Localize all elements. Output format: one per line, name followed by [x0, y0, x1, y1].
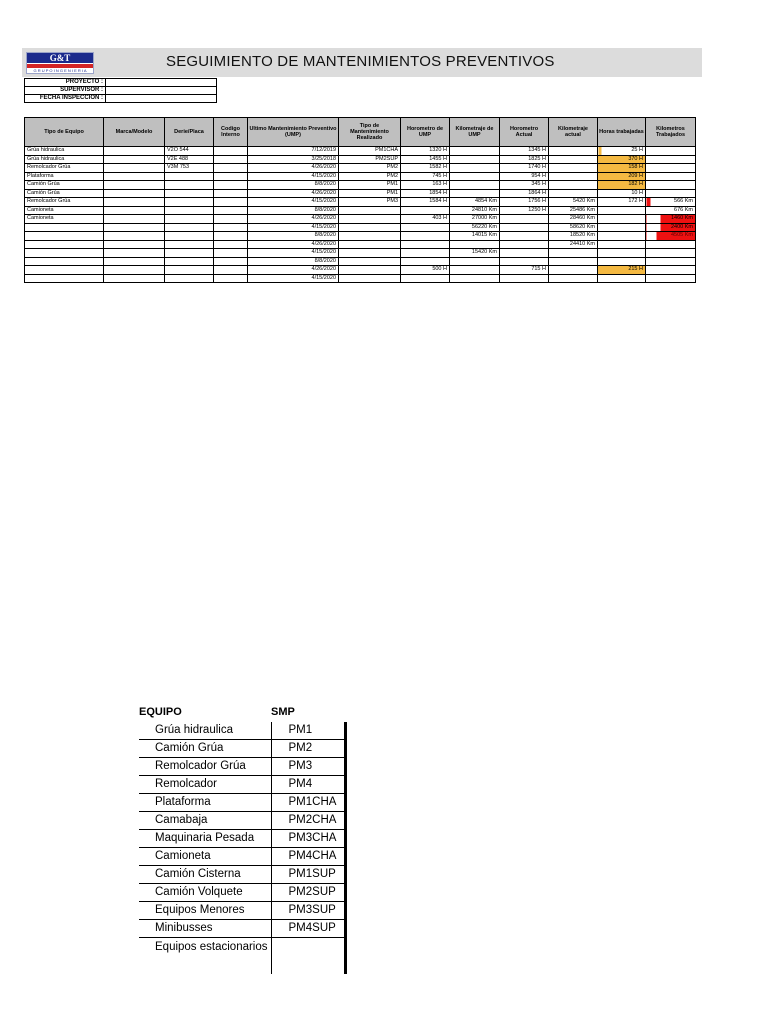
table-row — [25, 206, 696, 215]
info-value[interactable] — [106, 79, 217, 87]
table-cell[interactable]: 8/8/2020 — [248, 232, 339, 241]
table-cell[interactable] — [450, 155, 500, 164]
table-cell[interactable]: 1825 H — [500, 155, 549, 164]
table-cell[interactable]: 4/26/2020 — [248, 240, 339, 249]
table-cell[interactable]: 676 Km — [646, 206, 696, 215]
table-cell[interactable] — [104, 147, 165, 156]
table-cell[interactable] — [646, 266, 696, 275]
table-cell[interactable] — [339, 266, 401, 275]
equipment-row — [139, 812, 345, 830]
table-cell[interactable]: PM2 — [339, 164, 401, 173]
table-cell[interactable]: 4/15/2020 — [248, 198, 339, 207]
table-cell[interactable] — [25, 257, 104, 266]
table-cell[interactable] — [165, 274, 214, 283]
table-cell[interactable]: Camioneta — [25, 206, 104, 215]
document-title: SEGUIMIENTO DE MANTENIMIENTOS PREVENTIVOS — [166, 53, 555, 70]
table-row — [25, 189, 696, 198]
equipment-smp: PM2 — [271, 740, 345, 758]
table-cell[interactable]: PM3 — [339, 198, 401, 207]
table-cell[interactable] — [214, 257, 248, 266]
table-row — [25, 215, 696, 224]
table-cell[interactable]: Remolcador Grúa — [25, 198, 104, 207]
table-cell[interactable] — [549, 189, 598, 198]
table-cell[interactable] — [598, 249, 646, 258]
equipment-row — [139, 740, 345, 758]
equipment-smp: PM3CHA — [271, 830, 345, 848]
table-cell[interactable] — [500, 232, 549, 241]
table-cell[interactable] — [25, 223, 104, 232]
table-cell[interactable]: 370 H — [598, 155, 646, 164]
table-cell[interactable]: PM2SUP — [339, 155, 401, 164]
table-cell[interactable] — [104, 266, 165, 275]
table-cell[interactable] — [339, 232, 401, 241]
equipment-smp: PM3SUP — [271, 902, 345, 920]
table-cell[interactable] — [646, 257, 696, 266]
table-cell[interactable] — [598, 274, 646, 283]
table-cell[interactable]: 1582 H — [401, 164, 450, 173]
table-cell[interactable] — [549, 249, 598, 258]
table-cell[interactable]: V3M 753 — [165, 164, 214, 173]
equipment-name: Camión Volquete — [139, 884, 271, 902]
table-cell[interactable] — [214, 249, 248, 258]
equipment-name: Minibusses — [139, 920, 271, 938]
table-cell[interactable] — [500, 274, 549, 283]
table-cell[interactable]: 58620 Km — [549, 223, 598, 232]
table-cell[interactable] — [214, 155, 248, 164]
table-cell[interactable] — [450, 240, 500, 249]
table-row — [25, 274, 696, 283]
table-cell[interactable]: 14015 Km — [450, 232, 500, 241]
table-cell[interactable] — [401, 249, 450, 258]
equipment-row — [139, 920, 345, 938]
table-row — [25, 172, 696, 181]
equipment-name: Grúa hidraulica — [139, 722, 271, 740]
info-label: PROYECTO : — [25, 79, 106, 87]
table-cell[interactable] — [104, 198, 165, 207]
table-cell[interactable]: Camión Grúa — [25, 189, 104, 198]
table-row — [25, 257, 696, 266]
maintenance-table — [24, 117, 696, 283]
table-cell[interactable] — [165, 198, 214, 207]
table-cell[interactable]: Grúa hidraulica — [25, 155, 104, 164]
column-header: Tipo de Mantenimiento Realizado — [339, 118, 401, 147]
column-header: Horas trabajadas — [598, 118, 646, 147]
info-value[interactable] — [106, 87, 217, 95]
table-cell[interactable] — [104, 274, 165, 283]
table-cell[interactable] — [549, 266, 598, 275]
table-cell[interactable]: 3/25/2018 — [248, 155, 339, 164]
table-cell[interactable] — [25, 240, 104, 249]
table-cell[interactable] — [339, 257, 401, 266]
table-cell[interactable] — [165, 181, 214, 190]
column-header: Kilometraje de UMP — [450, 118, 500, 147]
table-cell[interactable] — [165, 215, 214, 224]
equipment-name: Remolcador Grúa — [139, 758, 271, 776]
table-cell[interactable] — [339, 206, 401, 215]
table-cell[interactable] — [598, 215, 646, 224]
info-value[interactable] — [106, 95, 217, 103]
info-table — [24, 78, 217, 103]
table-cell[interactable] — [339, 274, 401, 283]
table-cell[interactable]: 182 H — [598, 181, 646, 190]
table-header-row — [25, 118, 696, 147]
table-cell[interactable] — [450, 274, 500, 283]
table-cell[interactable] — [214, 198, 248, 207]
equipment-smp: PM2SUP — [271, 884, 345, 902]
table-cell[interactable]: 4/26/2020 — [248, 164, 339, 173]
table-cell[interactable] — [450, 189, 500, 198]
equipment-smp: PM1CHA — [271, 794, 345, 812]
equipment-name: Camabaja — [139, 812, 271, 830]
column-header: Kilometros Trabajados — [646, 118, 696, 147]
table-cell[interactable] — [646, 164, 696, 173]
logo-text: G&T — [27, 53, 93, 63]
table-cell[interactable]: PM2 — [339, 172, 401, 181]
table-cell[interactable]: Camioneta — [25, 215, 104, 224]
table-cell[interactable] — [339, 215, 401, 224]
table-cell[interactable]: 8/8/2020 — [248, 181, 339, 190]
table-cell[interactable] — [646, 147, 696, 156]
table-cell[interactable] — [104, 181, 165, 190]
table-cell[interactable] — [549, 172, 598, 181]
table-cell[interactable]: 56220 Km — [450, 223, 500, 232]
table-cell[interactable]: 1250 H — [500, 206, 549, 215]
table-cell[interactable] — [549, 181, 598, 190]
table-cell[interactable] — [450, 257, 500, 266]
info-label: FECHA INSPECCION : — [25, 95, 106, 103]
table-row — [25, 232, 696, 241]
table-row — [25, 155, 696, 164]
table-cell[interactable]: 4/15/2020 — [248, 172, 339, 181]
table-cell[interactable] — [104, 257, 165, 266]
table-cell[interactable] — [549, 147, 598, 156]
equipment-name: Plataforma — [139, 794, 271, 812]
equipment-smp: PM1SUP — [271, 866, 345, 884]
column-header: Horometro de UMP — [401, 118, 450, 147]
table-cell[interactable] — [165, 240, 214, 249]
table-cell[interactable]: 4/15/2020 — [248, 223, 339, 232]
equipment-row — [139, 794, 345, 812]
equipment-smp: PM4 — [271, 776, 345, 794]
table-cell[interactable] — [646, 189, 696, 198]
table-cell[interactable]: PM1 — [339, 181, 401, 190]
table-cell[interactable]: 158 H — [598, 164, 646, 173]
table-cell[interactable]: 27000 Km — [450, 215, 500, 224]
equipment-smp: PM1 — [271, 722, 345, 740]
table-cell[interactable] — [646, 249, 696, 258]
table-cell[interactable]: 4/26/2020 — [248, 266, 339, 275]
table-cell[interactable]: Remolcador Grúa — [25, 164, 104, 173]
table-row — [25, 164, 696, 173]
equipment-name: Maquinaria Pesada — [139, 830, 271, 848]
table-cell[interactable]: 566 Km — [646, 198, 696, 207]
table-cell[interactable] — [214, 215, 248, 224]
table-cell[interactable] — [401, 206, 450, 215]
equipment-smp: PM2CHA — [271, 812, 345, 830]
table-cell[interactable] — [598, 232, 646, 241]
table-cell[interactable] — [500, 240, 549, 249]
table-cell[interactable] — [104, 172, 165, 181]
table-cell[interactable] — [401, 232, 450, 241]
table-cell[interactable] — [646, 274, 696, 283]
table-cell[interactable] — [401, 257, 450, 266]
table-cell[interactable] — [214, 172, 248, 181]
info-row-fecha — [25, 95, 217, 103]
table-cell[interactable] — [214, 181, 248, 190]
table-cell[interactable] — [214, 147, 248, 156]
info-row-proyecto — [25, 79, 217, 87]
table-cell[interactable]: 1320 H — [401, 147, 450, 156]
table-cell[interactable] — [25, 266, 104, 275]
equipment-name: Remolcador — [139, 776, 271, 794]
table-cell[interactable]: 1740 H — [500, 164, 549, 173]
table-cell[interactable] — [401, 223, 450, 232]
table-cell[interactable] — [339, 223, 401, 232]
table-cell[interactable] — [104, 249, 165, 258]
table-cell[interactable]: 215 H — [598, 266, 646, 275]
equipment-name: Camioneta — [139, 848, 271, 866]
table-cell[interactable] — [549, 155, 598, 164]
table-cell[interactable]: 28460 Km — [549, 215, 598, 224]
table-cell[interactable] — [646, 181, 696, 190]
table-cell[interactable] — [165, 249, 214, 258]
info-row-supervisor — [25, 87, 217, 95]
table-cell[interactable] — [104, 240, 165, 249]
equipment-row — [139, 758, 345, 776]
table-cell[interactable] — [214, 206, 248, 215]
table-cell[interactable]: 715 H — [500, 266, 549, 275]
table-cell[interactable]: V2O 544 — [165, 147, 214, 156]
table-cell[interactable]: 4/15/2020 — [248, 274, 339, 283]
table-cell[interactable]: 163 H — [401, 181, 450, 190]
table-row — [25, 181, 696, 190]
table-row — [25, 266, 696, 275]
table-cell[interactable]: 345 H — [500, 181, 549, 190]
table-cell[interactable]: 25486 Km — [549, 206, 598, 215]
table-cell[interactable]: 1756 H — [500, 198, 549, 207]
table-cell[interactable] — [165, 257, 214, 266]
smp-header: SMP — [271, 706, 295, 718]
table-cell[interactable]: Plataforma — [25, 172, 104, 181]
equipment-smp: PM4CHA — [271, 848, 345, 866]
table-cell[interactable]: 4505 Km — [646, 232, 696, 241]
table-cell[interactable]: 209 H — [598, 172, 646, 181]
table-cell[interactable]: 15420 Km — [450, 249, 500, 258]
table-cell[interactable] — [214, 232, 248, 241]
table-cell[interactable] — [500, 257, 549, 266]
table-cell[interactable]: 18520 Km — [549, 232, 598, 241]
equipment-row — [139, 902, 345, 920]
table-cell[interactable]: Camión Grúa — [25, 181, 104, 190]
table-cell[interactable] — [165, 232, 214, 241]
table-cell[interactable] — [104, 223, 165, 232]
equipment-smp: PM4SUP — [271, 920, 345, 938]
table-cell[interactable] — [104, 206, 165, 215]
table-cell[interactable] — [214, 266, 248, 275]
column-header: Kilometraje actual — [549, 118, 598, 147]
table-cell[interactable] — [104, 215, 165, 224]
equipment-name: Equipos Menores — [139, 902, 271, 920]
table-cell[interactable] — [214, 189, 248, 198]
table-cell[interactable] — [500, 223, 549, 232]
table-cell[interactable] — [339, 240, 401, 249]
table-cell[interactable]: 1864 H — [500, 189, 549, 198]
table-cell[interactable]: 1584 H — [401, 198, 450, 207]
column-header: Horometro Actual — [500, 118, 549, 147]
equipment-row — [139, 830, 345, 848]
table-cell[interactable] — [549, 257, 598, 266]
column-header: Codigo Interno — [214, 118, 248, 147]
table-cell[interactable]: 1854 H — [401, 189, 450, 198]
table-cell[interactable] — [598, 240, 646, 249]
table-cell[interactable] — [165, 266, 214, 275]
table-cell[interactable] — [165, 223, 214, 232]
equipment-smp-table — [139, 722, 347, 974]
column-header: Derie/Placa — [165, 118, 214, 147]
table-cell[interactable]: 500 H — [401, 266, 450, 275]
table-cell[interactable] — [165, 189, 214, 198]
equipment-row — [139, 722, 345, 740]
table-cell[interactable]: 4/15/2020 — [248, 249, 339, 258]
table-cell[interactable]: 403 H — [401, 215, 450, 224]
table-cell[interactable]: 5420 Km — [549, 198, 598, 207]
table-cell[interactable] — [214, 240, 248, 249]
table-cell[interactable] — [104, 164, 165, 173]
company-logo — [26, 52, 94, 74]
table-cell[interactable]: PM1 — [339, 189, 401, 198]
table-cell[interactable] — [25, 274, 104, 283]
equipment-row — [139, 884, 345, 902]
table-cell[interactable]: 172 H — [598, 198, 646, 207]
equipment-row — [139, 848, 345, 866]
table-row — [25, 147, 696, 156]
table-cell[interactable]: 8/8/2020 — [248, 257, 339, 266]
table-cell[interactable] — [549, 164, 598, 173]
table-cell[interactable] — [598, 257, 646, 266]
table-row — [25, 240, 696, 249]
table-cell[interactable] — [25, 249, 104, 258]
column-header: Ultimo Mantenimiento Preventivo (UMP) — [248, 118, 339, 147]
table-cell[interactable] — [339, 249, 401, 258]
logo-subtext: G R U P O I N G E N I E R I A — [33, 68, 87, 73]
table-cell[interactable]: 24810 Km — [450, 206, 500, 215]
table-cell[interactable] — [646, 240, 696, 249]
equipment-row — [139, 866, 345, 884]
table-cell[interactable] — [450, 266, 500, 275]
table-cell[interactable] — [104, 232, 165, 241]
table-row — [25, 223, 696, 232]
table-cell[interactable] — [25, 232, 104, 241]
table-cell[interactable] — [549, 274, 598, 283]
table-cell[interactable] — [598, 223, 646, 232]
table-cell[interactable] — [450, 172, 500, 181]
table-cell[interactable]: 10 H — [598, 189, 646, 198]
table-cell[interactable] — [214, 274, 248, 283]
table-cell[interactable]: 24410 Km — [549, 240, 598, 249]
table-cell[interactable] — [165, 172, 214, 181]
table-cell[interactable]: 7/12/2019 — [248, 147, 339, 156]
equipo-header: EQUIPO — [139, 706, 182, 718]
table-cell[interactable]: 1455 H — [401, 155, 450, 164]
table-cell[interactable]: 8/8/2020 — [248, 206, 339, 215]
table-cell[interactable] — [646, 155, 696, 164]
equipment-smp — [271, 938, 345, 974]
equipment-row — [139, 938, 345, 974]
table-cell[interactable]: 4854 Km — [450, 198, 500, 207]
table-cell[interactable]: 2400 Km — [646, 223, 696, 232]
equipment-name: Camión Grúa — [139, 740, 271, 758]
table-cell[interactable] — [450, 147, 500, 156]
table-cell[interactable] — [214, 223, 248, 232]
table-cell[interactable]: 25 H — [598, 147, 646, 156]
table-cell[interactable]: 4/26/2020 — [248, 215, 339, 224]
table-cell[interactable] — [104, 155, 165, 164]
table-cell[interactable] — [500, 215, 549, 224]
table-cell[interactable] — [104, 189, 165, 198]
table-cell[interactable] — [214, 164, 248, 173]
table-row — [25, 249, 696, 258]
column-header: Tipo de Equipo — [25, 118, 104, 147]
equipment-name: Equipos estacionarios — [139, 938, 271, 974]
table-cell[interactable] — [401, 240, 450, 249]
table-cell[interactable]: 954 H — [500, 172, 549, 181]
info-label: SUPERVISOR : — [25, 87, 106, 95]
equipment-name: Camión Cisterna — [139, 866, 271, 884]
equipment-smp: PM3 — [271, 758, 345, 776]
equipment-row — [139, 776, 345, 794]
table-cell[interactable] — [450, 164, 500, 173]
table-cell[interactable] — [450, 181, 500, 190]
table-cell[interactable]: 4/26/2020 — [248, 189, 339, 198]
table-cell[interactable] — [500, 249, 549, 258]
table-cell[interactable]: PM1CHA — [339, 147, 401, 156]
table-cell[interactable]: 745 H — [401, 172, 450, 181]
column-header: Marca/Modelo — [104, 118, 165, 147]
table-cell[interactable]: 1345 H — [500, 147, 549, 156]
table-cell[interactable]: Grúa hidraulica — [25, 147, 104, 156]
table-row — [25, 198, 696, 207]
table-cell[interactable] — [598, 206, 646, 215]
table-cell[interactable]: V2E 488 — [165, 155, 214, 164]
table-cell[interactable]: 1460 Km — [646, 215, 696, 224]
table-cell[interactable] — [165, 206, 214, 215]
table-cell[interactable] — [401, 274, 450, 283]
table-cell[interactable] — [646, 172, 696, 181]
